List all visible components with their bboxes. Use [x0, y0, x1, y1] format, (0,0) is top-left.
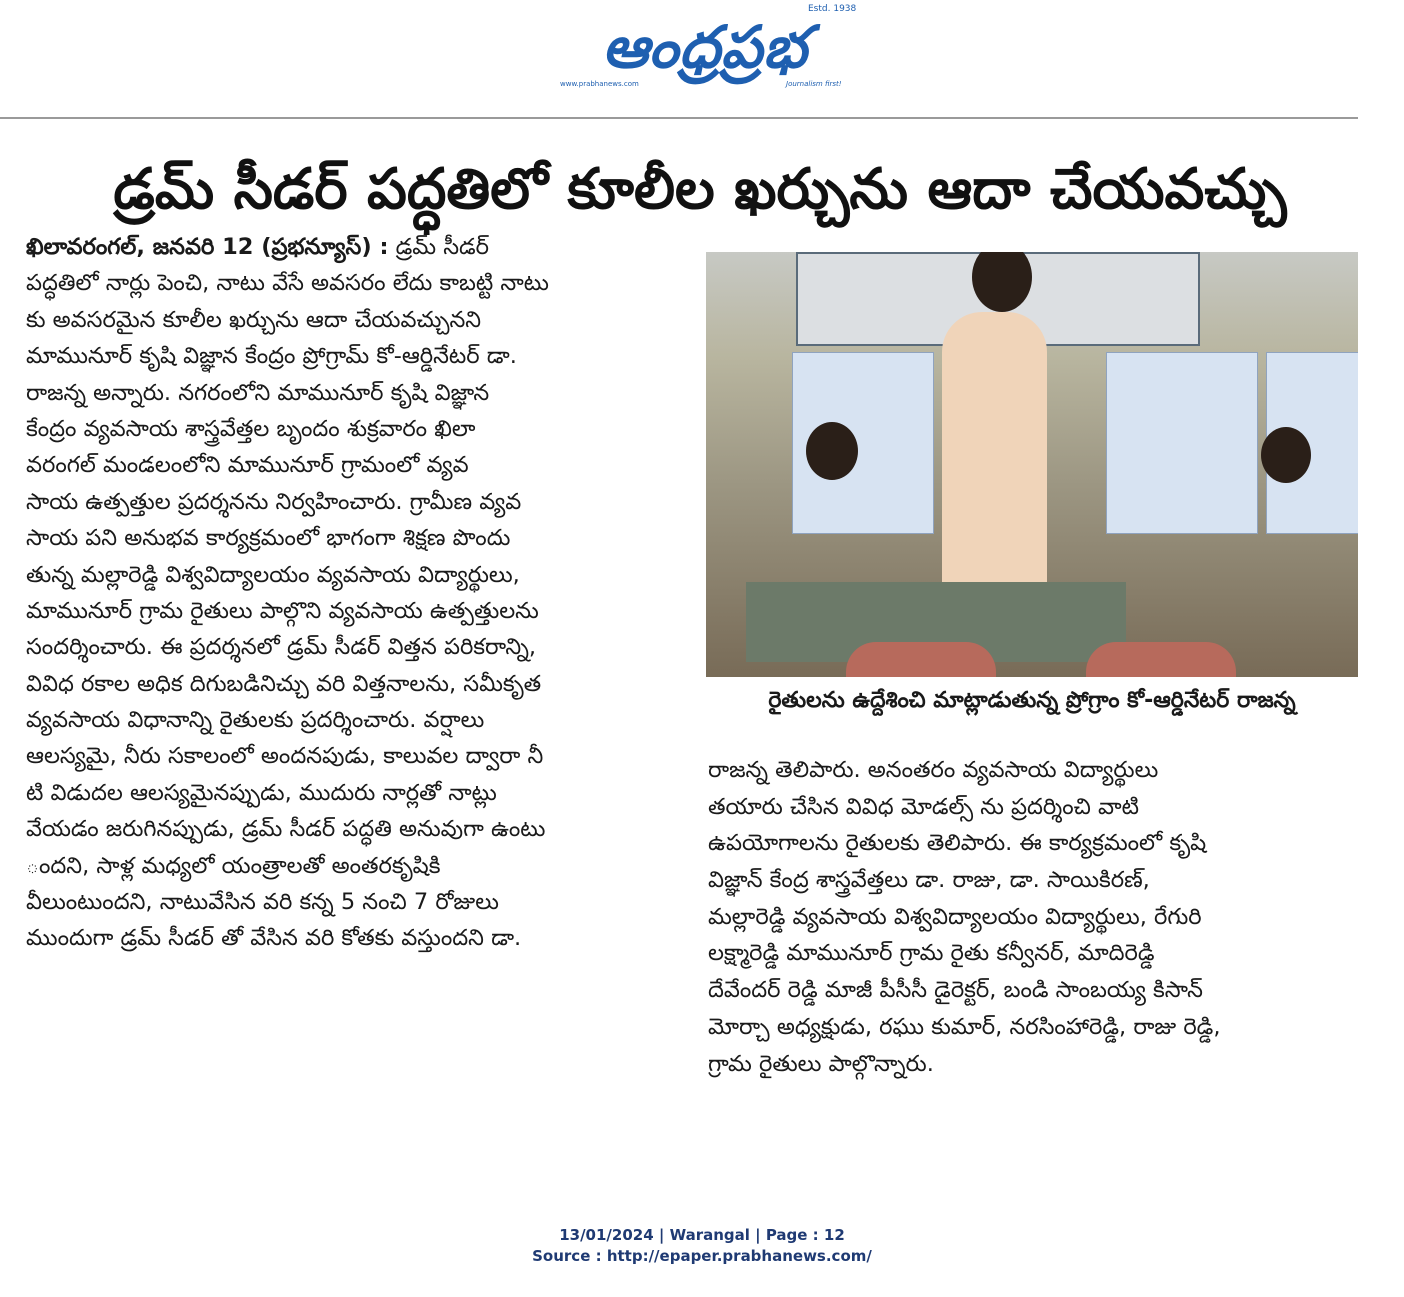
footer-edition-info: 13/01/2024 | Warangal | Page : 12 — [559, 1226, 845, 1244]
article-left-column — [26, 229, 662, 957]
article-line: ఉపయోగాలను రైతులకు తెలిపారు. ఈ కార్యక్రమంలో కృషి — [708, 830, 1207, 857]
article-line: సందర్శించారు. ఈ ప్రదర్శనలో డ్రమ్ సీడర్ విత్తన పరికరాన్ని, — [26, 634, 537, 661]
article-line: సాయ పని అనుభవ కార్యక్రమంలో భాగంగా శిక్షణ పొందు — [26, 525, 511, 552]
newspaper-logo: ఆంధ్రప్రభ — [602, 13, 808, 81]
article-line: డ్రమ్ సీడర్ — [395, 234, 490, 260]
article-line: రాజన్న అన్నారు. నగరంలోని మామునూర్ కృషి విజ్ఞాన — [26, 379, 490, 406]
tagline: Journalism first! — [786, 80, 842, 88]
article-line: పద్ధతిలో నార్లు పెంచి, నాటు వేసే అవసరం లేదు కాబట్టి నాటు — [26, 270, 549, 297]
article-line: విజ్ఞాన్ కేంద్ర శాస్త్రవేత్తలు డా. రాజు, డా. సాయికిరణ్, — [708, 867, 1150, 894]
article-line: కు అవసరమైన కూలీల ఖర్చును ఆదా చేయవచ్చునని — [26, 306, 482, 333]
chair — [846, 642, 996, 677]
article-line: తయారు చేసిన వివిధ మోడల్స్ ను ప్రదర్శించి వాటి — [708, 793, 1139, 820]
article-line: తున్న మల్లారెడ్డి విశ్వవిద్యాలయం వ్యవసాయ విద్యార్థులు, — [26, 561, 520, 588]
article-first-line — [26, 229, 662, 265]
article-line: మల్లారెడ్డి వ్యవసాయ విశ్వవిద్యాలయం విద్యార్థులు, రేగురి — [708, 903, 1202, 930]
article-line: వరంగల్ మండలంలోని మామునూర్ గ్రామంలో వ్యవ — [26, 452, 469, 479]
article-line: ందని, సాళ్ల మధ్యలో యంత్రాలతో అంతరకృషికి — [26, 852, 441, 879]
photo-caption: రైతులను ఉద్దేశించి మాట్లాడుతున్న ప్రోగ్రాం కో-ఆర్డినేటర్ రాజన్న — [768, 688, 1296, 713]
article-line: వేయడం జరుగినప్పుడు, డ్రమ్ సీడర్ పద్ధతి అనువుగా ఉంటు — [26, 816, 546, 843]
speaker-figure — [942, 312, 1047, 612]
article-headline: డ్రమ్ సీడర్ పద్ధతిలో కూలీల ఖర్చును ఆదా చేయవచ్చు — [113, 157, 1287, 222]
seated-person-head — [806, 422, 858, 480]
article-photo — [706, 252, 1358, 677]
article-line: మామునూర్ కృషి విజ్ఞాన కేంద్రం ప్రోగ్రామ్ కో-ఆర్డినేటర్ డా. — [26, 343, 517, 370]
seated-person-head — [1261, 427, 1311, 483]
article-line: గ్రామ రైతులు పాల్గొన్నారు. — [708, 1050, 934, 1077]
article-line: కేంద్రం వ్యవసాయ శాస్త్రవేత్తల బృందం శుక్రవారం ఖిలా — [26, 415, 476, 442]
article-line: వీలుంటుందని, నాటువేసిన వరి కన్న 5 నంచి 7 రోజులు — [26, 889, 499, 916]
dateline: ఖిలావరంగల్, జనవరి 12 (ప్రభన్యూస్) : — [26, 234, 389, 260]
article-line: దేవేందర్ రెడ్డి మాజీ పీసీసీ డైరెక్టర్, బండి సాంబయ్య కిసాన్ — [708, 977, 1203, 1004]
article-line: సాయ ఉత్పత్తుల ప్రదర్శనను నిర్వహించారు. గ్రామీణ వ్యవ — [26, 488, 522, 515]
article-line: ముందుగా డ్రమ్ సీడర్ తో వేసిన వరి కోతకు వస్తుందని డా. — [26, 925, 522, 952]
site-url: www.prabhanews.com — [560, 80, 639, 88]
article-line: మామునూర్ గ్రామ రైతులు పాల్గొని వ్యవసాయ ఉత్పత్తులను — [26, 597, 539, 624]
article-line: వ్యవసాయ విధానాన్ని రైతులకు ప్రదర్శించారు. వర్షాలు — [26, 707, 485, 734]
masthead — [0, 0, 1404, 118]
article-line: రాజన్న తెలిపారు. అనంతరం వ్యవసాయ విద్యార్థులు — [708, 757, 1159, 783]
article-right-column — [708, 752, 1348, 1082]
article-line: లక్ష్మారెడ్డి మామునూర్ గ్రామ రైతు కన్వీనర్, మాదిరెడ్డి — [708, 940, 1155, 967]
footer-source-link[interactable]: Source : http://epaper.prabhanews.com/ — [532, 1247, 872, 1265]
article-line: మోర్చా అధ్యక్షుడు, రఘు కుమార్, నరసింహారెడ్డి, రాజు రెడ్డి, — [708, 1013, 1221, 1040]
chair — [1086, 642, 1236, 677]
article-line: ఆలస్యమై, నీరు సకాలంలో అందనపుడు, కాలువల ద్వారా నీ — [26, 743, 544, 770]
masthead-divider — [0, 117, 1358, 119]
article-line: వివిధ రకాల అధిక దిగుబడినిచ్చు వరి విత్తనాలను, సమీకృత — [26, 670, 542, 697]
established-year: Estd. 1938 — [808, 4, 857, 14]
article-line: టి విడుదల ఆలస్యమైనప్పుడు, ముదురు నార్లతో నాట్లు — [26, 779, 497, 806]
display-chart — [1106, 352, 1258, 534]
